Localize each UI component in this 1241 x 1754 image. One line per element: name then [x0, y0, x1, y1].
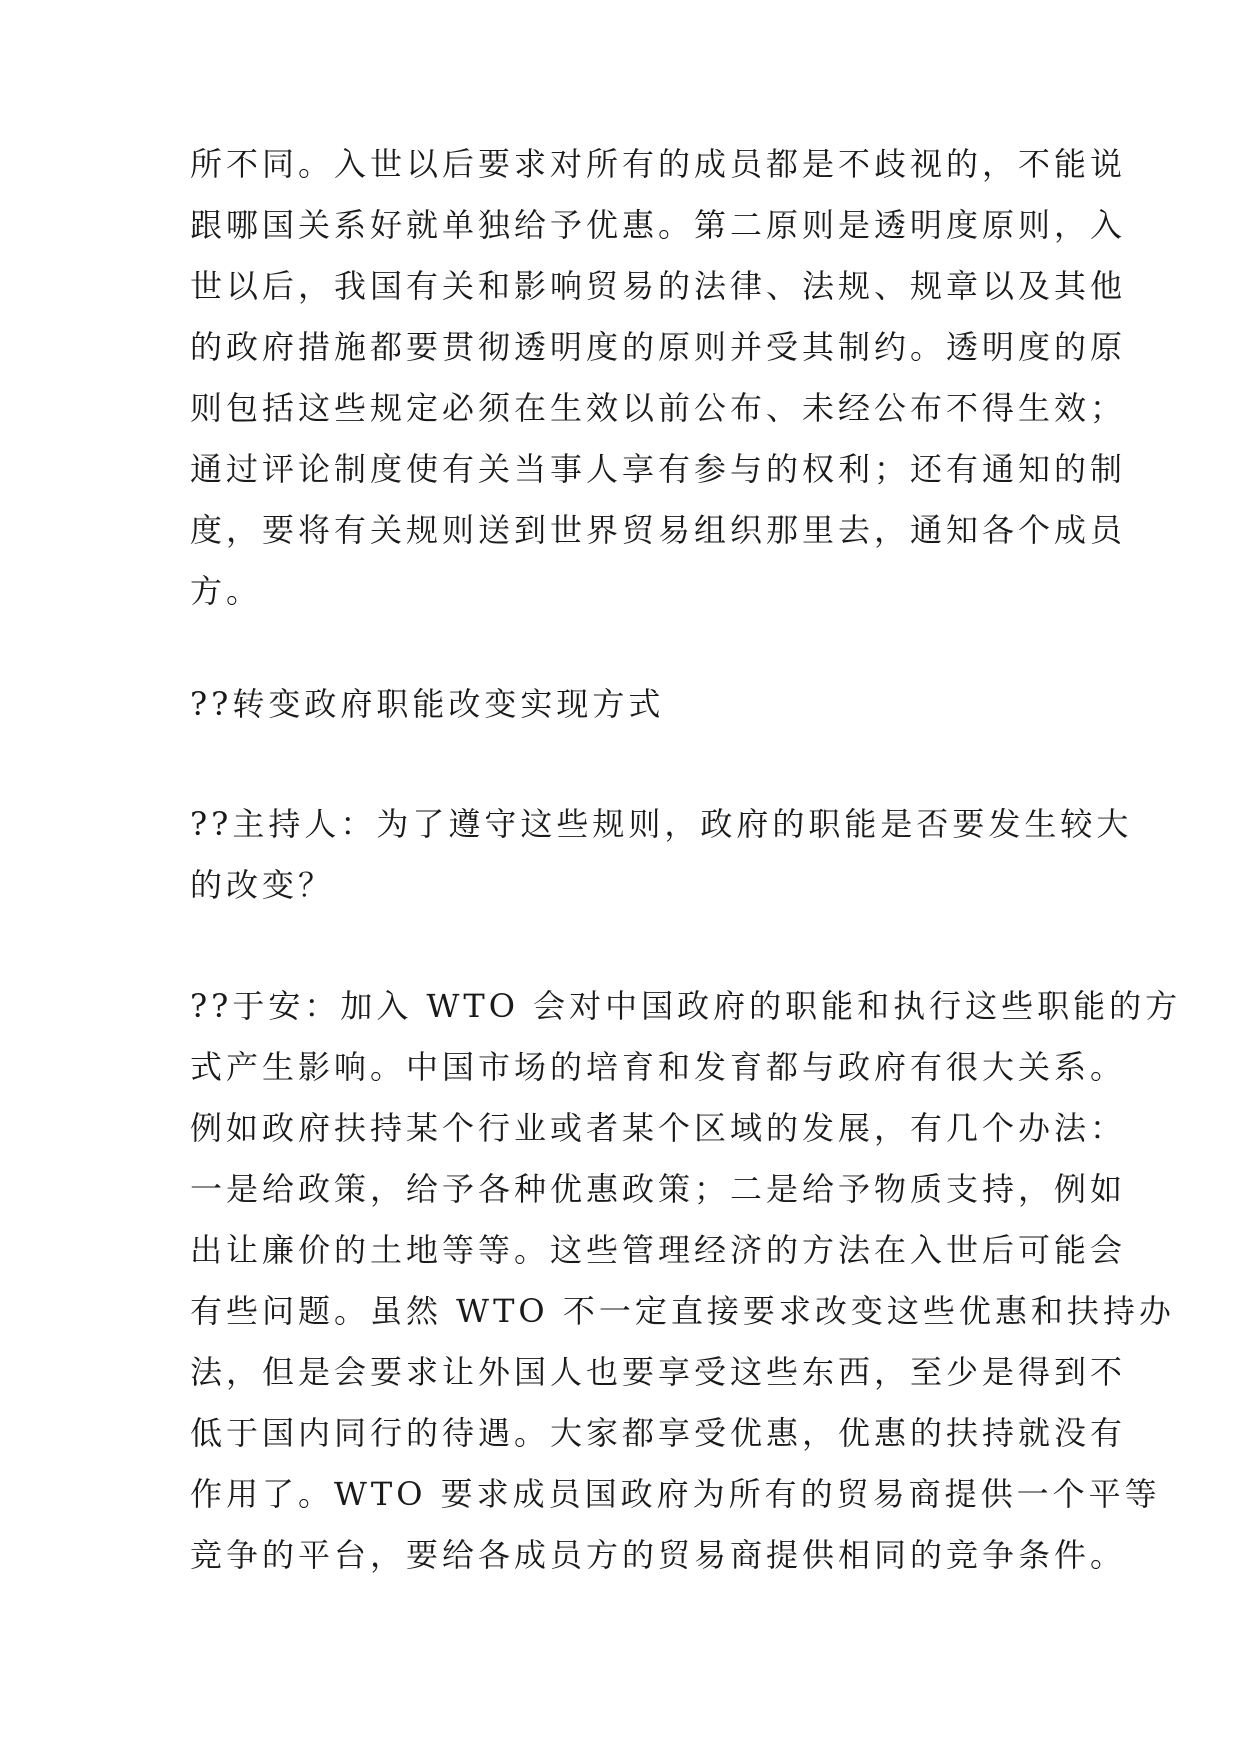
- paragraph-line: 世以后，我国有关和影响贸易的法律、法规、规章以及其他: [190, 267, 1127, 305]
- paragraph-line: 作用了。WTO 要求成员国政府为所有的贸易商提供一个平等: [190, 1475, 1161, 1513]
- paragraph-line: 法，但是会要求让外国人也要享受这些东西，至少是得到不: [190, 1353, 1127, 1391]
- paragraph-line: ??主持人：为了遵守这些规则，政府的职能是否要发生较大: [190, 805, 1133, 843]
- paragraph-1: [190, 134, 1127, 622]
- paragraph-line: 的政府措施都要贯彻透明度的原则并受其制约。透明度的原: [190, 328, 1127, 366]
- paragraph-line: 出让廉价的土地等等。这些管理经济的方法在入世后可能会: [190, 1231, 1127, 1269]
- paragraph-line: 通过评论制度使有关当事人享有参与的权利；还有通知的制: [190, 450, 1127, 488]
- paragraph-line: 所不同。入世以后要求对所有的成员都是不歧视的，不能说: [190, 145, 1127, 183]
- paragraph-line: 则包括这些规定必须在生效以前公布、未经公布不得生效；: [190, 389, 1127, 427]
- paragraph-line: 度，要将有关规则送到世界贸易组织那里去，通知各个成员: [190, 511, 1127, 549]
- heading-line: ??转变政府职能改变实现方式: [190, 685, 665, 723]
- paragraph-line: ??于安：加入 WTO 会对中国政府的职能和执行这些职能的方: [190, 987, 1182, 1025]
- paragraph-line: 一是给政策，给予各种优惠政策；二是给予物质支持，例如: [190, 1170, 1127, 1208]
- paragraph-line: 竞争的平台，要给各成员方的贸易商提供相同的竞争条件。: [190, 1536, 1127, 1574]
- paragraph-line: 有些问题。虽然 WTO 不一定直接要求改变这些优惠和扶持办: [190, 1292, 1175, 1330]
- section-heading: [190, 674, 1070, 735]
- paragraph-line: 跟哪国关系好就单独给予优惠。第二原则是透明度原则，入: [190, 206, 1127, 244]
- paragraph-line: 的改变？: [190, 866, 335, 904]
- paragraph-2: [190, 794, 1133, 916]
- paragraph-line: 式产生影响。中国市场的培育和发育都与政府有很大关系。: [190, 1048, 1127, 1086]
- paragraph-line: 例如政府扶持某个行业或者某个区域的发展，有几个办法：: [190, 1109, 1127, 1147]
- paragraph-line: 低于国内同行的待遇。大家都享受优惠，优惠的扶持就没有: [190, 1414, 1127, 1452]
- paragraph-line: 方。: [190, 572, 263, 610]
- paragraph-3: [190, 976, 1182, 1586]
